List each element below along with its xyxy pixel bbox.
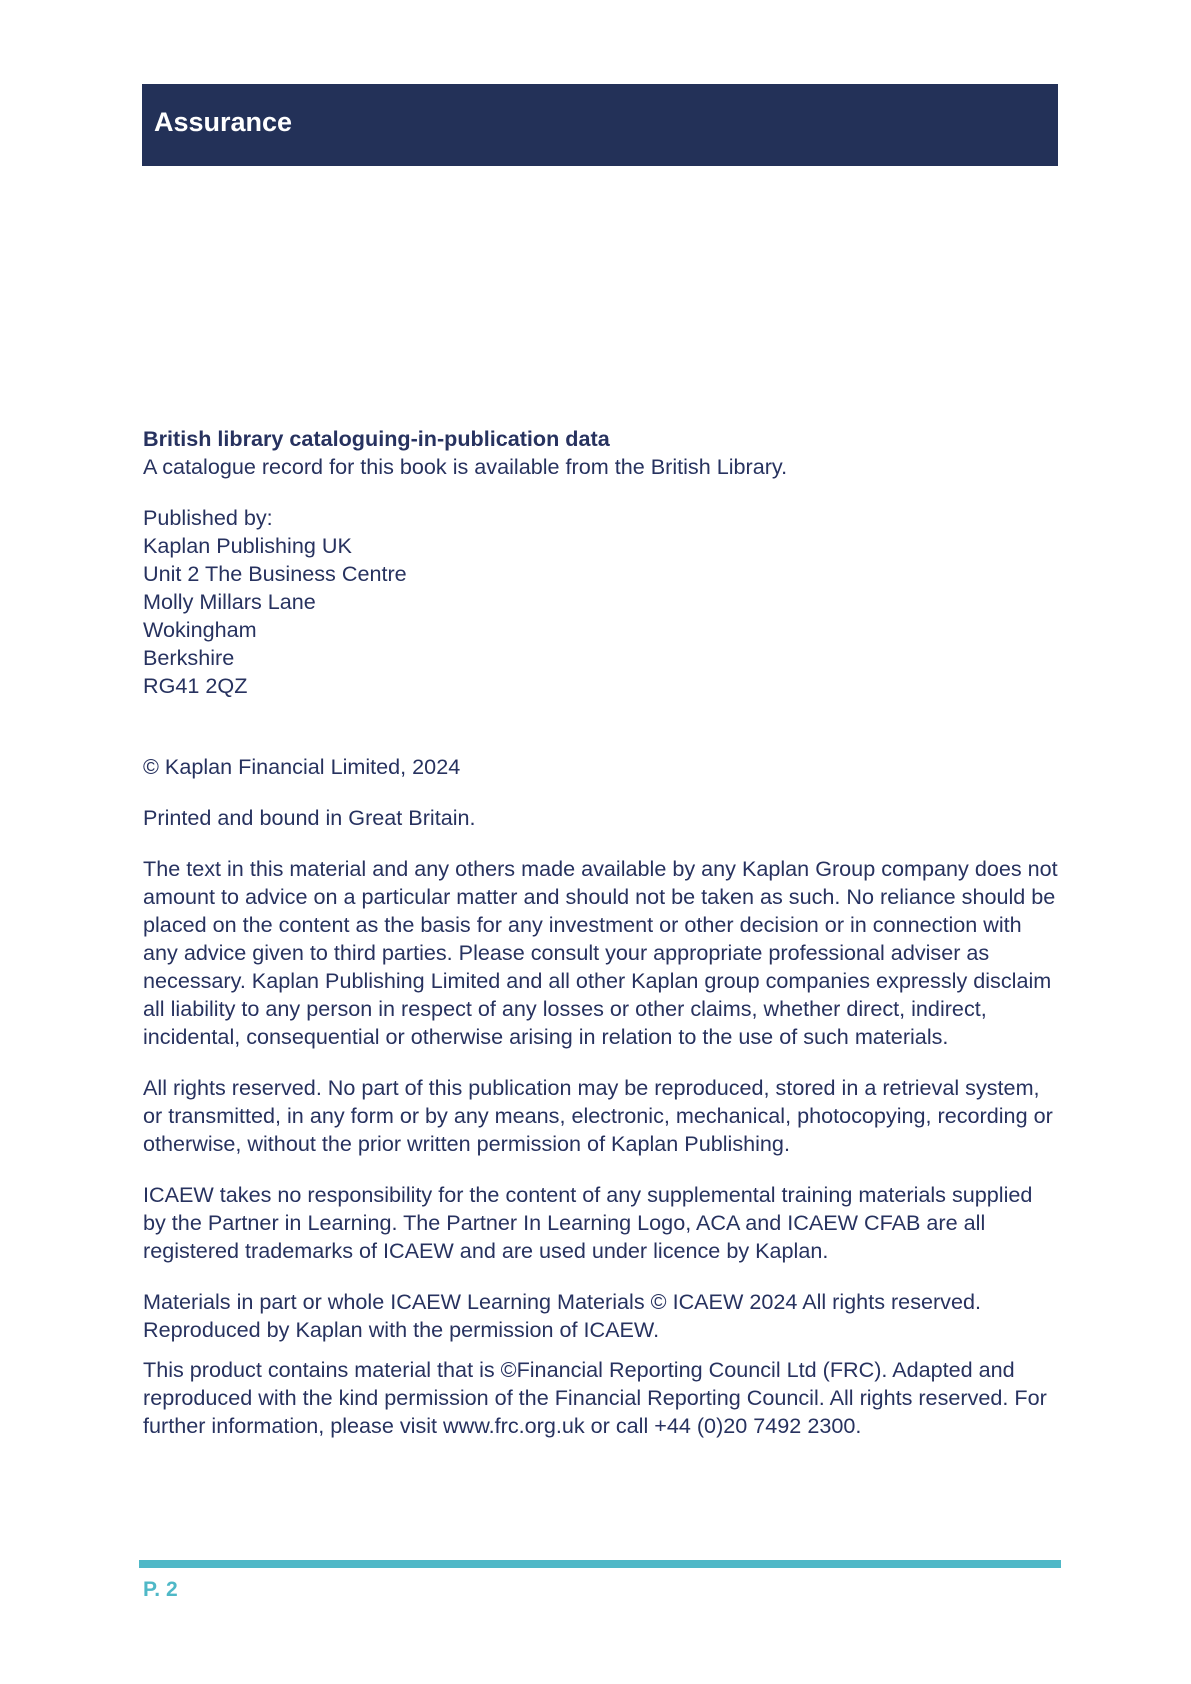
publisher-address — [143, 504, 1061, 700]
cataloguing-heading: British library cataloguing-in-publication data — [143, 426, 610, 451]
publisher-label: Published by: — [143, 505, 273, 530]
rights-paragraph: All rights reserved. No part of this publication may be reproduced, stored in a retrieval system, or transmitted, in any form or by any means, electronic, mechanical, photocopying, recording or otherwise, without the prior written permission of Kaplan Publishing. — [143, 1075, 1053, 1156]
copyright-page-content — [143, 425, 1061, 1440]
catalogue-record-text: A catalogue record for this book is available from the British Library. — [143, 454, 788, 479]
address-line: Wokingham — [143, 617, 257, 642]
page-title: Assurance — [154, 107, 293, 137]
publisher-name: Kaplan Publishing UK — [143, 533, 352, 558]
frc-notice-paragraph: This product contains material that is ©Financial Reporting Council Ltd (FRC). Adapted and reproduced with the kind permission of the Financial Reporting Council. All rights reserved. For further information, please visit www.frc.org.uk or call +44 (0)20 7492 2300. — [143, 1357, 1047, 1438]
address-line: Berkshire — [143, 645, 235, 670]
icaew-materials-paragraph: Materials in part or whole ICAEW Learning Materials © ICAEW 2024 All rights reserved. Reproduced by Kaplan with the permission of ICAEW. — [143, 1289, 982, 1342]
title-banner — [142, 84, 1058, 166]
footer-divider — [139, 1560, 1061, 1568]
address-line: Unit 2 The Business Centre — [143, 561, 407, 586]
address-line: Molly Millars Lane — [143, 589, 316, 614]
copyright-notice: © Kaplan Financial Limited, 2024 — [143, 754, 461, 779]
postcode: RG41 2QZ — [143, 673, 248, 698]
page-number: P. 2 — [143, 1578, 178, 1601]
printed-notice: Printed and bound in Great Britain. — [143, 805, 476, 830]
icaew-responsibility-paragraph: ICAEW takes no responsibility for the content of any supplemental training materials supplied by the Partner in Learning. The Partner In Learning Logo, ACA and ICAEW CFAB are all registered trademarks of ICAEW and are used under licence by Kaplan. — [143, 1182, 1033, 1263]
disclaimer-paragraph: The text in this material and any others made available by any Kaplan Group company does not amount to advice on a particular matter and should not be taken as such. No reliance should be placed on the content as the basis for any investment or other decision or in connection with any advice given to third parties. Please consult your appropriate professional adviser as necessary. Kaplan Publishing Limited and all other Kaplan group companies expressly disclaim all liability to any person in respect of any losses or other claims, whether direct, indirect, incidental, consequential or otherwise arising in relation to the use of such materials. — [143, 856, 1058, 1049]
